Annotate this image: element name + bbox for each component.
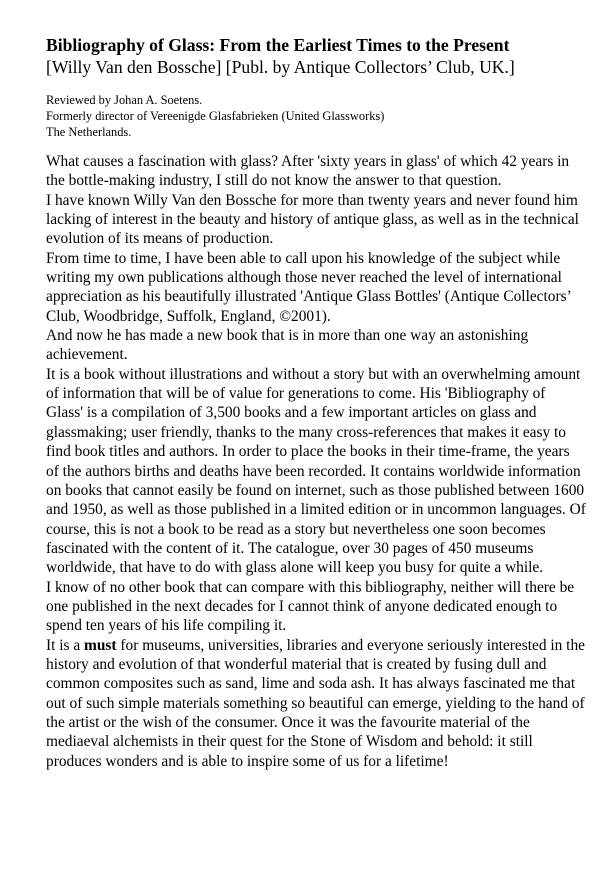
review-body [46, 152, 586, 771]
reviewer-country: The Netherlands. [46, 125, 132, 139]
paragraph-3: From time to time, I have been able to call upon his knowledge of the subject while writing my own publications although those never reached the level of international appreciation as his beautifully illustrated 'Antique Glass Bottles' (Antique Collectors’ Club, Woodbridge, Suffolk, England, ©2001). [46, 249, 571, 325]
reviewer-position: Formerly director of Vereenigde Glasfabrieken (United Glassworks) [46, 109, 385, 123]
paragraph-7-emphasis: must [84, 636, 117, 654]
book-author-publisher: [Willy Van den Bossche] [Publ. by Antique Collectors’ Club, UK.] [46, 57, 515, 77]
reviewer-block [46, 92, 586, 140]
review-page [46, 34, 586, 771]
book-title: Bibliography of Glass: From the Earliest Times to the Present [46, 35, 510, 55]
paragraph-7-rest: for museums, universities, libraries and everyone seriously interested in the history and evolution of that wonderful material that is created by fusing dull and common composites such as sand, lime and soda ash. It has always fascinated me that out of such simple materials something so beautiful can emerge, yielding to the hand of the artist or the wish of the consumer. Once it was the favourite material of the mediaeval alchemists in their quest for the Stone of Wisdom and behold: it still produces wonders and is able to inspire some of us for a lifetime! [46, 636, 585, 770]
paragraph-5: It is a book without illustrations and without a story but with an overwhelming amount of information that will be of value for generations to come. His 'Bibliography of Glass' is a compilation of 3,500 books and a few important articles on glass and glassmaking; user friendly, thanks to the many cross-references that makes it easy to find book titles and authors. In order to place the books in their time-frame, the years of the authors births and deaths have been recorded. It contains worldwide information on books that cannot easily be found on internet, such as those published between 1600 and 1950, as well as those published in a limited edition or in uncommon languages. Of course, this is not a book to be read as a story but nevertheless one soon becomes fascinated with the content of it. The catalogue, over 30 pages of 450 museums worldwide, that have to do with glass alone will keep you busy for quite a while. [46, 365, 586, 577]
paragraph-7 [46, 636, 586, 771]
paragraph-7-lead: It is a [46, 636, 85, 654]
paragraph-4: And now he has made a new book that is in more than one way an astonishing achievement. [46, 327, 529, 364]
reviewer-name: Reviewed by Johan A. Soetens. [46, 93, 203, 107]
paragraph-6: I know of no other book that can compare with this bibliography, neither will there be one published in the next decades for I cannot think of anyone dedicated enough to spend ten years of his life compiling it. [46, 578, 575, 635]
paragraph-2: I have known Willy Van den Bossche for more than twenty years and never found him lacking of interest in the beauty and history of antique glass, as well as in the technical evolution of its means of production. [46, 191, 579, 248]
paragraph-1: What causes a fascination with glass? After 'sixty years in glass' of which 42 years in the bottle-making industry, I still do not know the answer to that question. [46, 153, 570, 190]
